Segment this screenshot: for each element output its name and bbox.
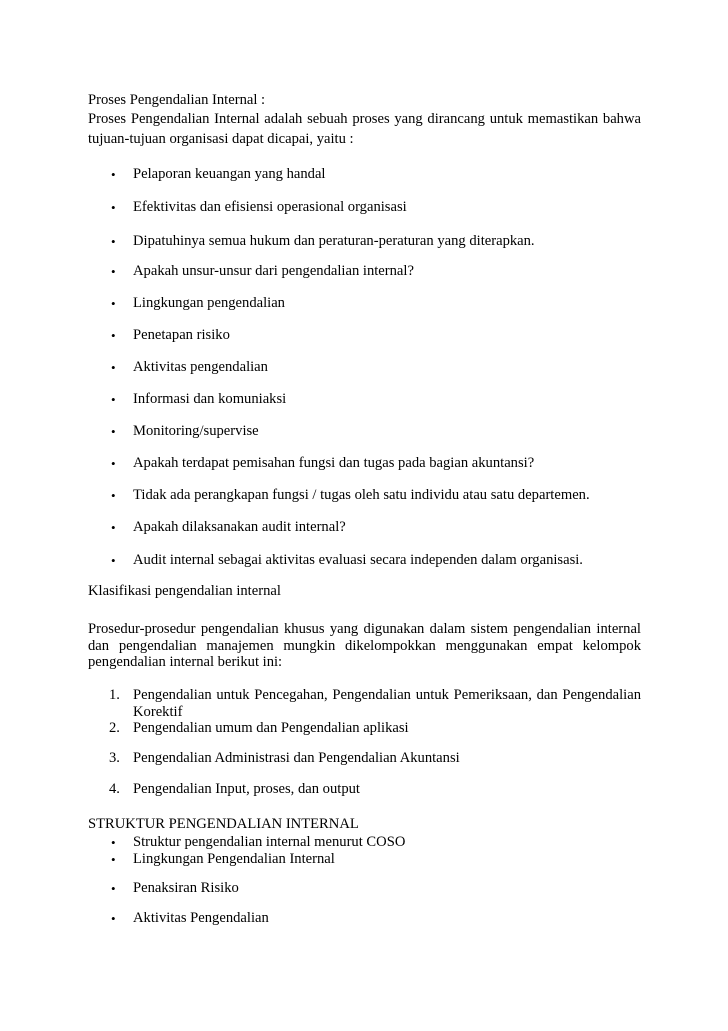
bullet-icon: •: [111, 881, 116, 896]
bullet-icon: •: [111, 392, 116, 407]
list-item: Pengendalian umum dan Pengendalian aplikasi: [133, 720, 409, 736]
list-item: Monitoring/supervise: [133, 423, 259, 439]
bullet-icon: •: [111, 360, 116, 375]
bullet-icon: •: [111, 328, 116, 343]
list-number: 4.: [109, 781, 120, 797]
bullet-icon: •: [111, 835, 116, 850]
bullet-icon: •: [111, 852, 116, 867]
list-item: Lingkungan Pengendalian Internal: [133, 851, 335, 867]
list-item: Pelaporan keuangan yang handal: [133, 166, 326, 182]
list-item: Penetapan risiko: [133, 327, 230, 343]
bullet-icon: •: [111, 520, 116, 535]
list-item: Struktur pengendalian internal menurut COSO: [133, 834, 406, 850]
section3-heading: STRUKTUR PENGENDALIAN INTERNAL: [88, 816, 359, 832]
section2-heading: Klasifikasi pengendalian internal: [88, 583, 281, 599]
list-item: Penaksiran Risiko: [133, 880, 239, 896]
list-item: Apakah dilaksanakan audit internal?: [133, 519, 346, 535]
list-item-line2: Korektif: [133, 704, 183, 720]
list-item: Aktivitas pengendalian: [133, 359, 268, 375]
list-item: Audit internal sebagai aktivitas evaluasi secara independen dalam organisasi.: [133, 552, 583, 568]
list-item: Pengendalian Input, proses, dan output: [133, 781, 360, 797]
section1-paragraph-line1: Proses Pengendalian Internal adalah sebuah proses yang dirancang untuk memastikan bahwa: [88, 111, 641, 127]
list-item-line1: Pengendalian untuk Pencegahan, Pengendalian untuk Pemeriksaan, dan Pengendalian: [133, 687, 641, 703]
list-item: Informasi dan komuniaksi: [133, 391, 287, 407]
list-number: 2.: [109, 720, 120, 736]
list-item: [133, 687, 641, 721]
bullet-icon: •: [111, 488, 116, 503]
list-number: 1.: [109, 687, 120, 703]
section2-paragraph-line3: pengendalian internal berikut ini:: [88, 654, 283, 670]
list-item: Apakah unsur-unsur dari pengendalian internal?: [133, 263, 414, 279]
list-item: Lingkungan pengendalian: [133, 295, 285, 311]
bullet-icon: •: [111, 234, 116, 249]
section1-heading: Proses Pengendalian Internal :: [88, 92, 266, 108]
section1-paragraph-line2: tujuan-tujuan organisasi dapat dicapai, yaitu :: [88, 131, 354, 147]
list-item: Efektivitas dan efisiensi operasional organisasi: [133, 199, 407, 215]
bullet-icon: •: [111, 264, 116, 279]
bullet-icon: •: [111, 456, 116, 471]
bullet-icon: •: [111, 553, 116, 568]
list-item: Tidak ada perangkapan fungsi / tugas oleh satu individu atau satu departemen.: [133, 487, 590, 503]
bullet-icon: •: [111, 200, 116, 215]
bullet-icon: •: [111, 167, 116, 182]
bullet-icon: •: [111, 296, 116, 311]
bullet-icon: •: [111, 424, 116, 439]
section2-paragraph-line1: Prosedur-prosedur pengendalian khusus yang digunakan dalam sistem pengendalian internal: [88, 621, 641, 637]
list-item: Aktivitas Pengendalian: [133, 910, 269, 926]
list-item: Apakah terdapat pemisahan fungsi dan tugas pada bagian akuntansi?: [133, 455, 535, 471]
list-item: Pengendalian Administrasi dan Pengendalian Akuntansi: [133, 750, 460, 766]
bullet-icon: •: [111, 911, 116, 926]
list-number: 3.: [109, 750, 120, 766]
list-item: Dipatuhinya semua hukum dan peraturan-peraturan yang diterapkan.: [133, 233, 535, 249]
section2-paragraph-line2: dan pengendalian manajemen mungkin dikelompokkan menggunakan empat kelompok: [88, 638, 641, 654]
